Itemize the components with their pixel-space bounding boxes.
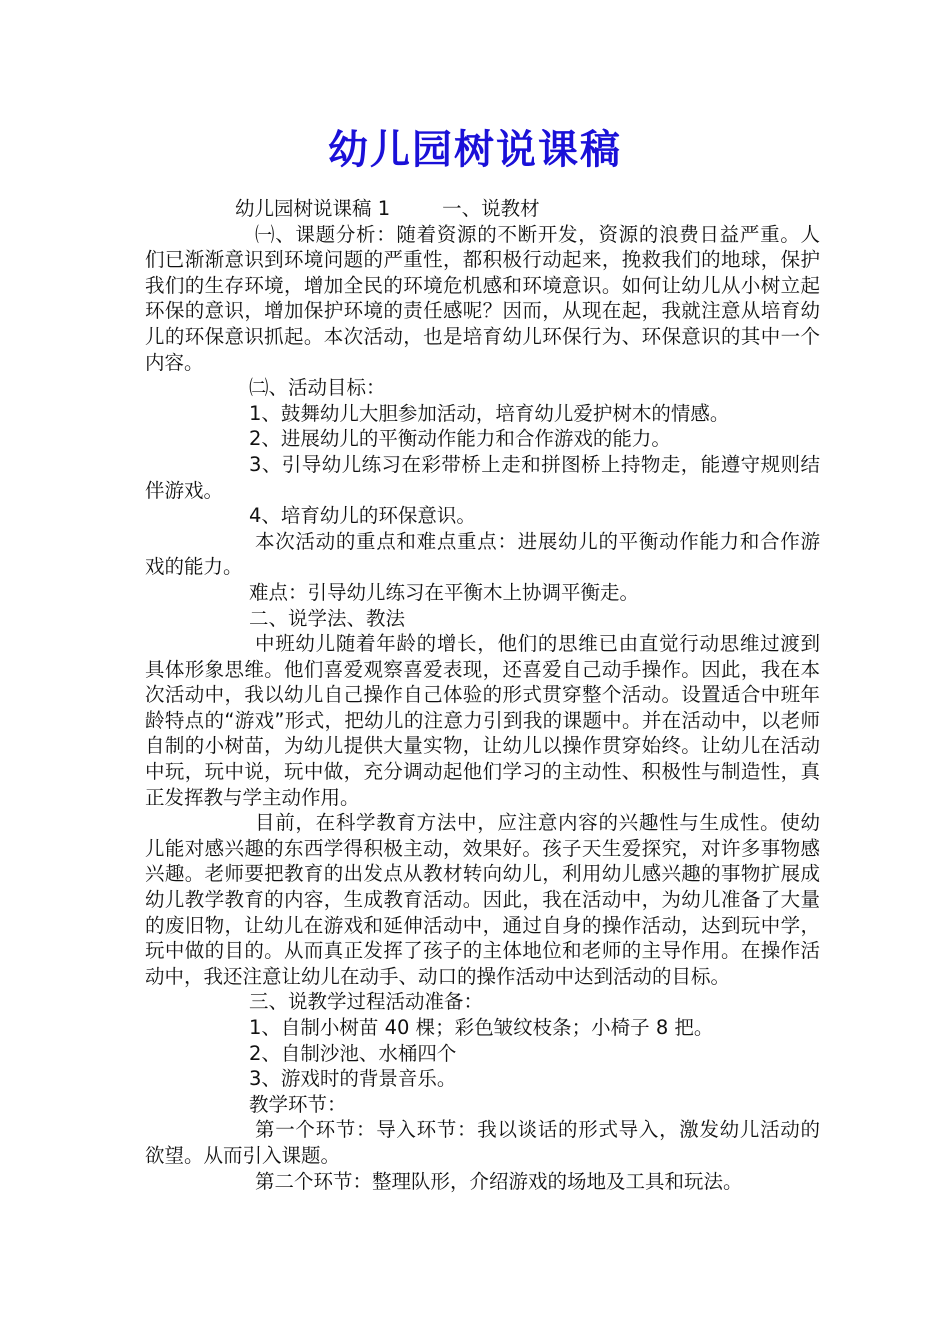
- paragraph-teaching-steps: 教学环节：: [249, 1092, 347, 1116]
- paragraph-topic-analysis: ㈠、课题分析：随着资源的不断开发，资源的浪费日益严重。人们已渐渐意识到环境问题的严重性，都积极行动起来，挽救我们的地球，保护我们的生存环境，增加全民的环境危机感和环境意识。如何让幼儿从小树立起环保的意识，增加保护环境的责任感呢？因而，从现在起，我就注意从培育幼儿的环保意识抓起。本次活动，也是培育幼儿环保行为、环保意识的其中一个内容。: [145, 222, 820, 374]
- paragraph-goal-4: 4、培育幼儿的环保意识。: [249, 504, 476, 528]
- paragraph-goal-2: 2、进展幼儿的平衡动作能力和合作游戏的能力。: [249, 427, 671, 451]
- heading-right: 一、说教材: [442, 197, 540, 220]
- document-body: [145, 196, 820, 1194]
- paragraph-difficulty: 难点：引导幼儿练习在平衡木上协调平衡走。: [249, 580, 640, 604]
- paragraph-prep-2: 2、自制沙池、水桶四个: [249, 1041, 457, 1065]
- paragraph-key-points: 本次活动的重点和难点重点：进展幼儿的平衡动作能力和合作游戏的能力。: [145, 529, 820, 579]
- paragraph-step-2: 第二个环节：整理队形，介绍游戏的场地及工具和玩法。: [255, 1169, 743, 1193]
- paragraph-science-education: 目前，在科学教育方法中，应注意内容的兴趣性与生成性。使幼儿能对感兴趣的东西学得积极主动，效果好。孩子天生爱探究，对许多事物感兴趣。老师要把教育的出发点从教材转向幼儿，利用幼儿感兴趣的事物扩展成幼儿教学教育的内容，生成教育活动。因此，我在活动中，为幼儿准备了大量的废旧物，让幼儿在游戏和延伸活动中，通过自身的操作活动，达到玩中学，玩中做的目的。从而真正发挥了孩子的主体地位和老师的主导作用。在操作活动中，我还注意让幼儿在动手、动口的操作活动中达到活动的目标。: [145, 811, 820, 988]
- section-heading: [145, 196, 820, 222]
- heading-left: 幼儿园树说课稿 1: [235, 197, 391, 220]
- paragraph-goal-1: 1、鼓舞幼儿大胆参加活动，培育幼儿爱护树木的情感。: [249, 401, 730, 425]
- paragraph-process-heading: 三、说教学过程活动准备：: [249, 990, 484, 1014]
- paragraph-prep-3: 3、游戏时的背景音乐。: [249, 1067, 457, 1091]
- paragraph-methods-body: 中班幼儿随着年龄的增长，他们的思维已由直觉行动思维过渡到具体形象思维。他们喜爱观察喜爱表现，还喜爱自己动手操作。因此，我在本次活动中，我以幼儿自己操作自己体验的形式贯穿整个活动。设置适合中班年龄特点的“游戏”形式，把幼儿的注意力引到我的课题中。并在活动中，以老师自制的小树苗，为幼儿提供大量实物，让幼儿以操作贯穿始终。让幼儿在活动中玩，玩中说，玩中做，充分调动起他们学习的主动性、积极性与制造性，真正发挥教与学主动作用。: [145, 632, 820, 809]
- paragraph-prep-1: 1、自制小树苗 40 棵；彩色皱纹枝条；小椅子 8 把。: [249, 1016, 714, 1039]
- document-title: 幼儿园树说课稿: [328, 126, 622, 173]
- paragraph-goal-3: 3、引导幼儿练习在彩带桥上走和拼图桥上持物走，能遵守规则结伴游戏。: [145, 452, 820, 502]
- paragraph-goals-heading: ㈡、活动目标：: [249, 376, 386, 400]
- paragraph-step-1: 第一个环节：导入环节：我以谈话的形式导入，激发幼儿活动的欲望。从而引入课题。: [145, 1118, 820, 1167]
- paragraph-methods-heading: 二、说学法、教法: [249, 606, 406, 630]
